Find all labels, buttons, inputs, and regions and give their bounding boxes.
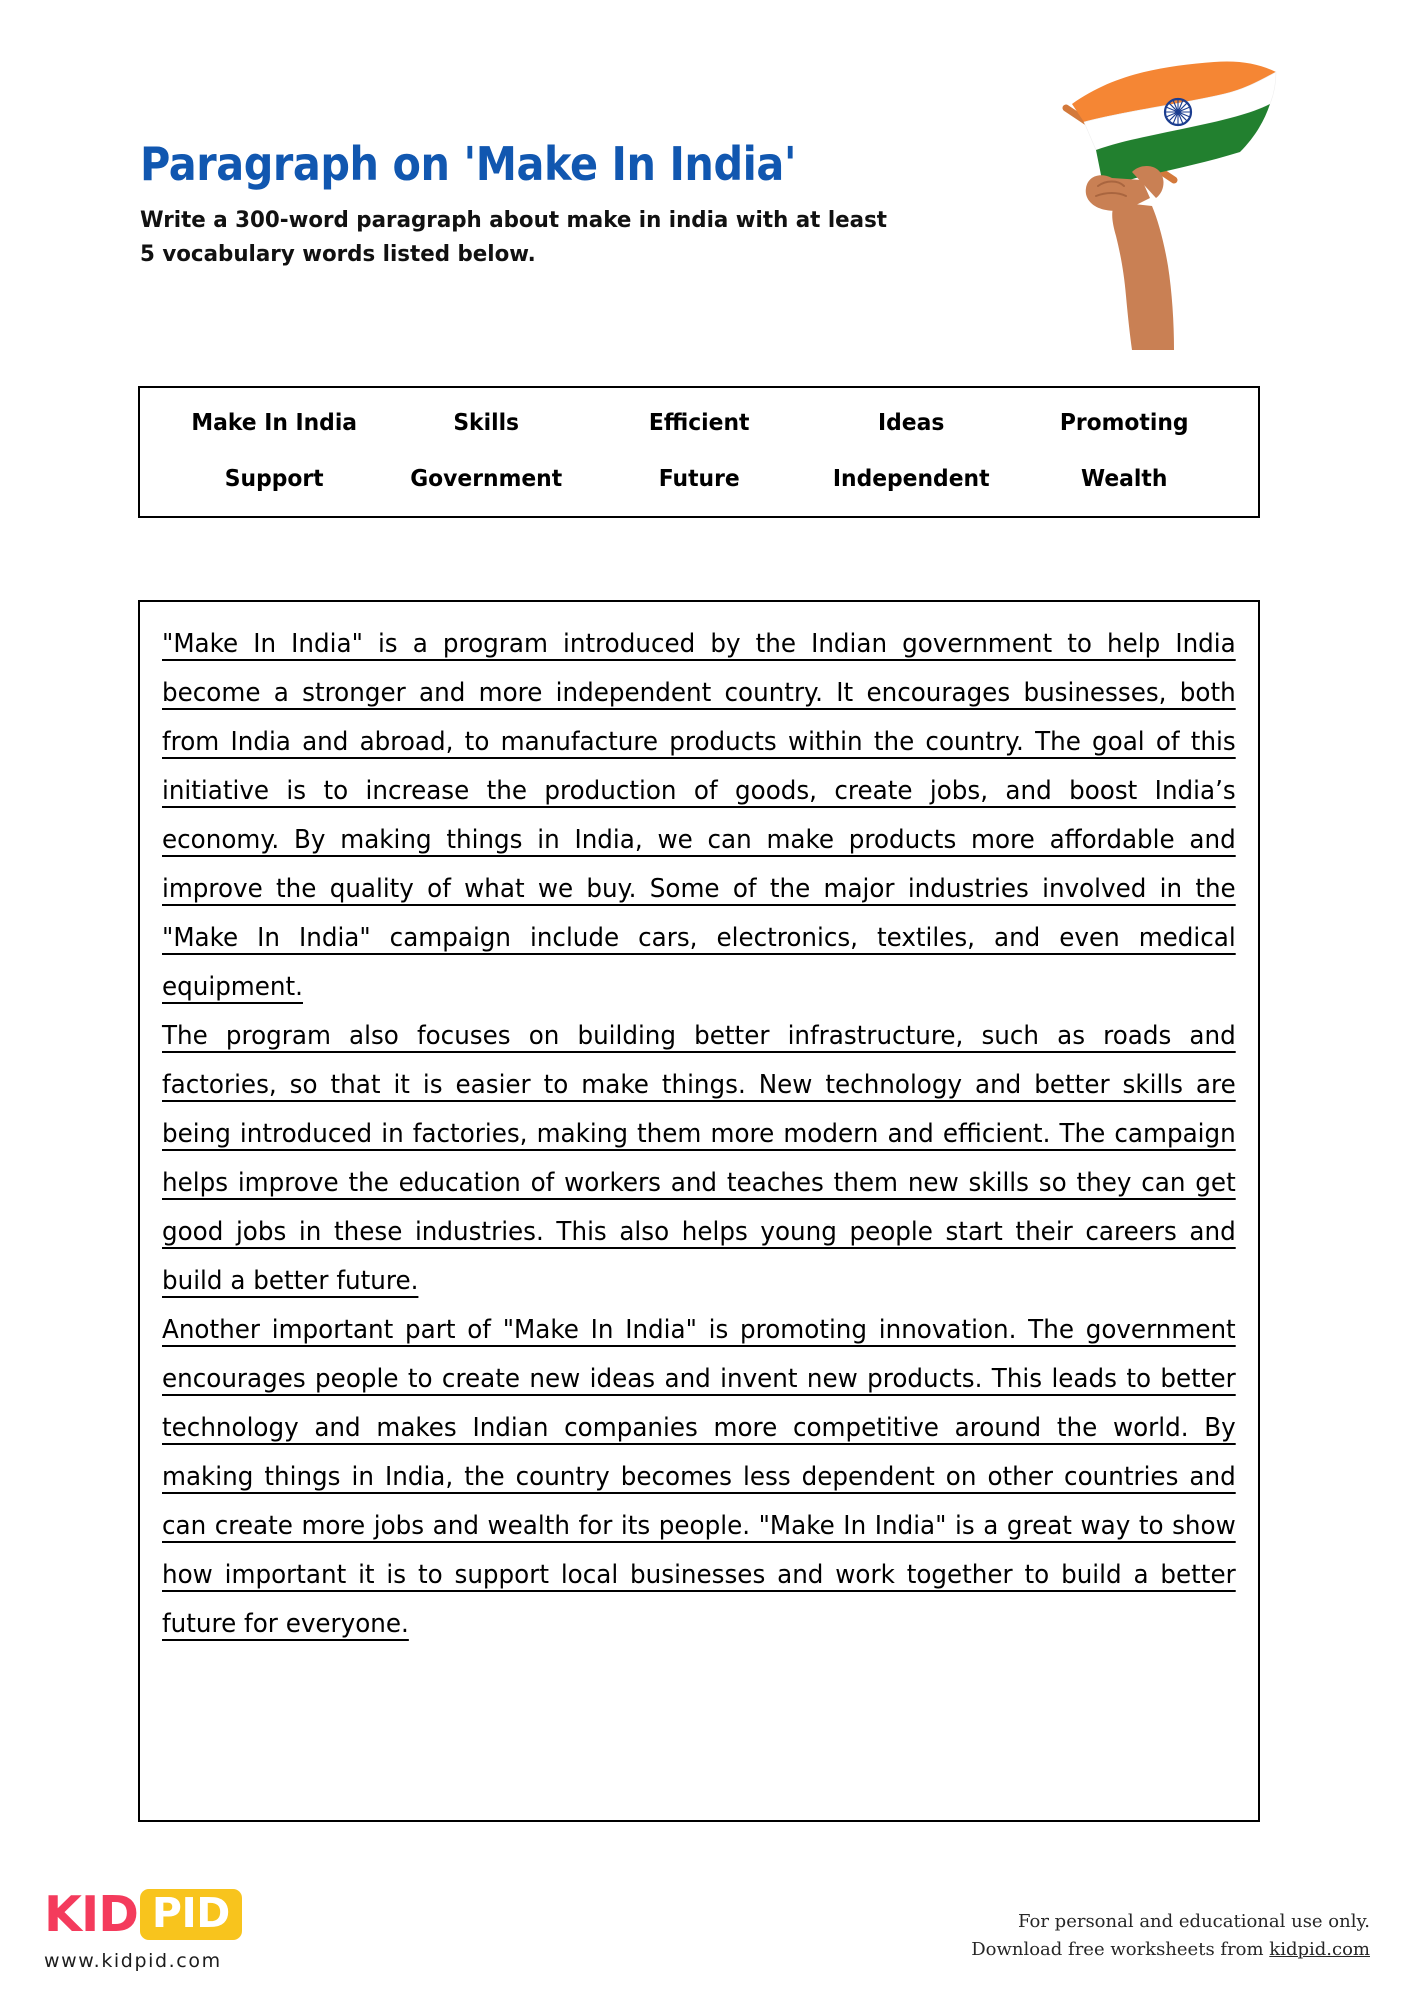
logo-mark	[44, 1886, 344, 1942]
answer-paragraph: "Make In India" is a program introduced by the Indian government to help India become a stronger and more independent country. It encourages businesses, both from India and abroad, to manufacture products within the country. The goal of this initiative is to increase the production of goods, create jobs, and boost India’s economy. By making things in India, we can make products more affordable and improve the quality of what we buy. Some of the major industries involved in the "Make In India" campaign include cars, electronics, textiles, and even medical equipment.	[162, 629, 1236, 1002]
footer-credit-prefix: Download free worksheets from	[971, 1939, 1270, 1961]
answer-paragraph: Another important part of "Make In India" is promoting innovation. The government encourages people to create new ideas and invent new products. This leads to better technology and makes Indian companies more competitive around the world. By making things in India, the country becomes less dependent on other countries and can create more jobs and wealth for its people. "Make In India" is a great way to show how important it is to support local businesses and work together to build a better future for everyone.	[162, 1315, 1236, 1639]
logo-pid-text: PID	[140, 1889, 242, 1940]
footer-credit-line-2	[971, 1936, 1370, 1964]
vocab-word: Make In India	[191, 410, 358, 436]
footer-credit	[971, 1908, 1370, 1964]
kidpid-logo[interactable]	[44, 1886, 344, 1972]
vocab-word: Future	[658, 466, 740, 492]
kidpid-link[interactable]: kidpid.com	[1269, 1939, 1370, 1961]
footer-credit-line-1: For personal and educational use only.	[1018, 1911, 1370, 1933]
vocabulary-row	[168, 410, 1230, 436]
vocabulary-box	[138, 386, 1260, 518]
vocab-word: Promoting	[1059, 410, 1189, 436]
vocab-word: Government	[410, 466, 563, 492]
page-title: Paragraph on 'Make In India'	[140, 137, 797, 191]
logo-kid-text: KID	[44, 1885, 138, 1943]
vocab-word: Independent	[833, 466, 990, 492]
vocab-word: Support	[224, 466, 324, 492]
hand-and-arm	[1086, 166, 1174, 350]
vocab-word: Wealth	[1080, 466, 1168, 492]
vocabulary-row	[168, 466, 1230, 492]
logo-website-url: www.kidpid.com	[44, 1950, 222, 1972]
worksheet-header	[140, 137, 1060, 272]
flag-cloth	[1072, 61, 1276, 190]
vocab-word: Ideas	[878, 410, 945, 436]
ashoka-chakra	[1165, 99, 1191, 125]
answer-paragraph: The program also focuses on building better infrastructure, such as roads and factories, so that it is easier to make things. New technology and better skills are being introduced in factories, making them more modern and efficient. The campaign helps improve the education of workers and teaches them new skills so they can get good jobs in these industries. This also helps young people start their careers and build a better future.	[162, 1021, 1236, 1296]
vocab-word: Skills	[453, 410, 520, 436]
vocab-word: Efficient	[648, 410, 750, 436]
worksheet-instructions: Write a 300-word paragraph about make in india with at least 5 vocabulary words listed below.	[140, 207, 888, 268]
page-footer	[0, 1850, 1414, 2000]
indian-flag-illustration	[1054, 60, 1284, 350]
answer-area[interactable]	[138, 600, 1260, 1822]
